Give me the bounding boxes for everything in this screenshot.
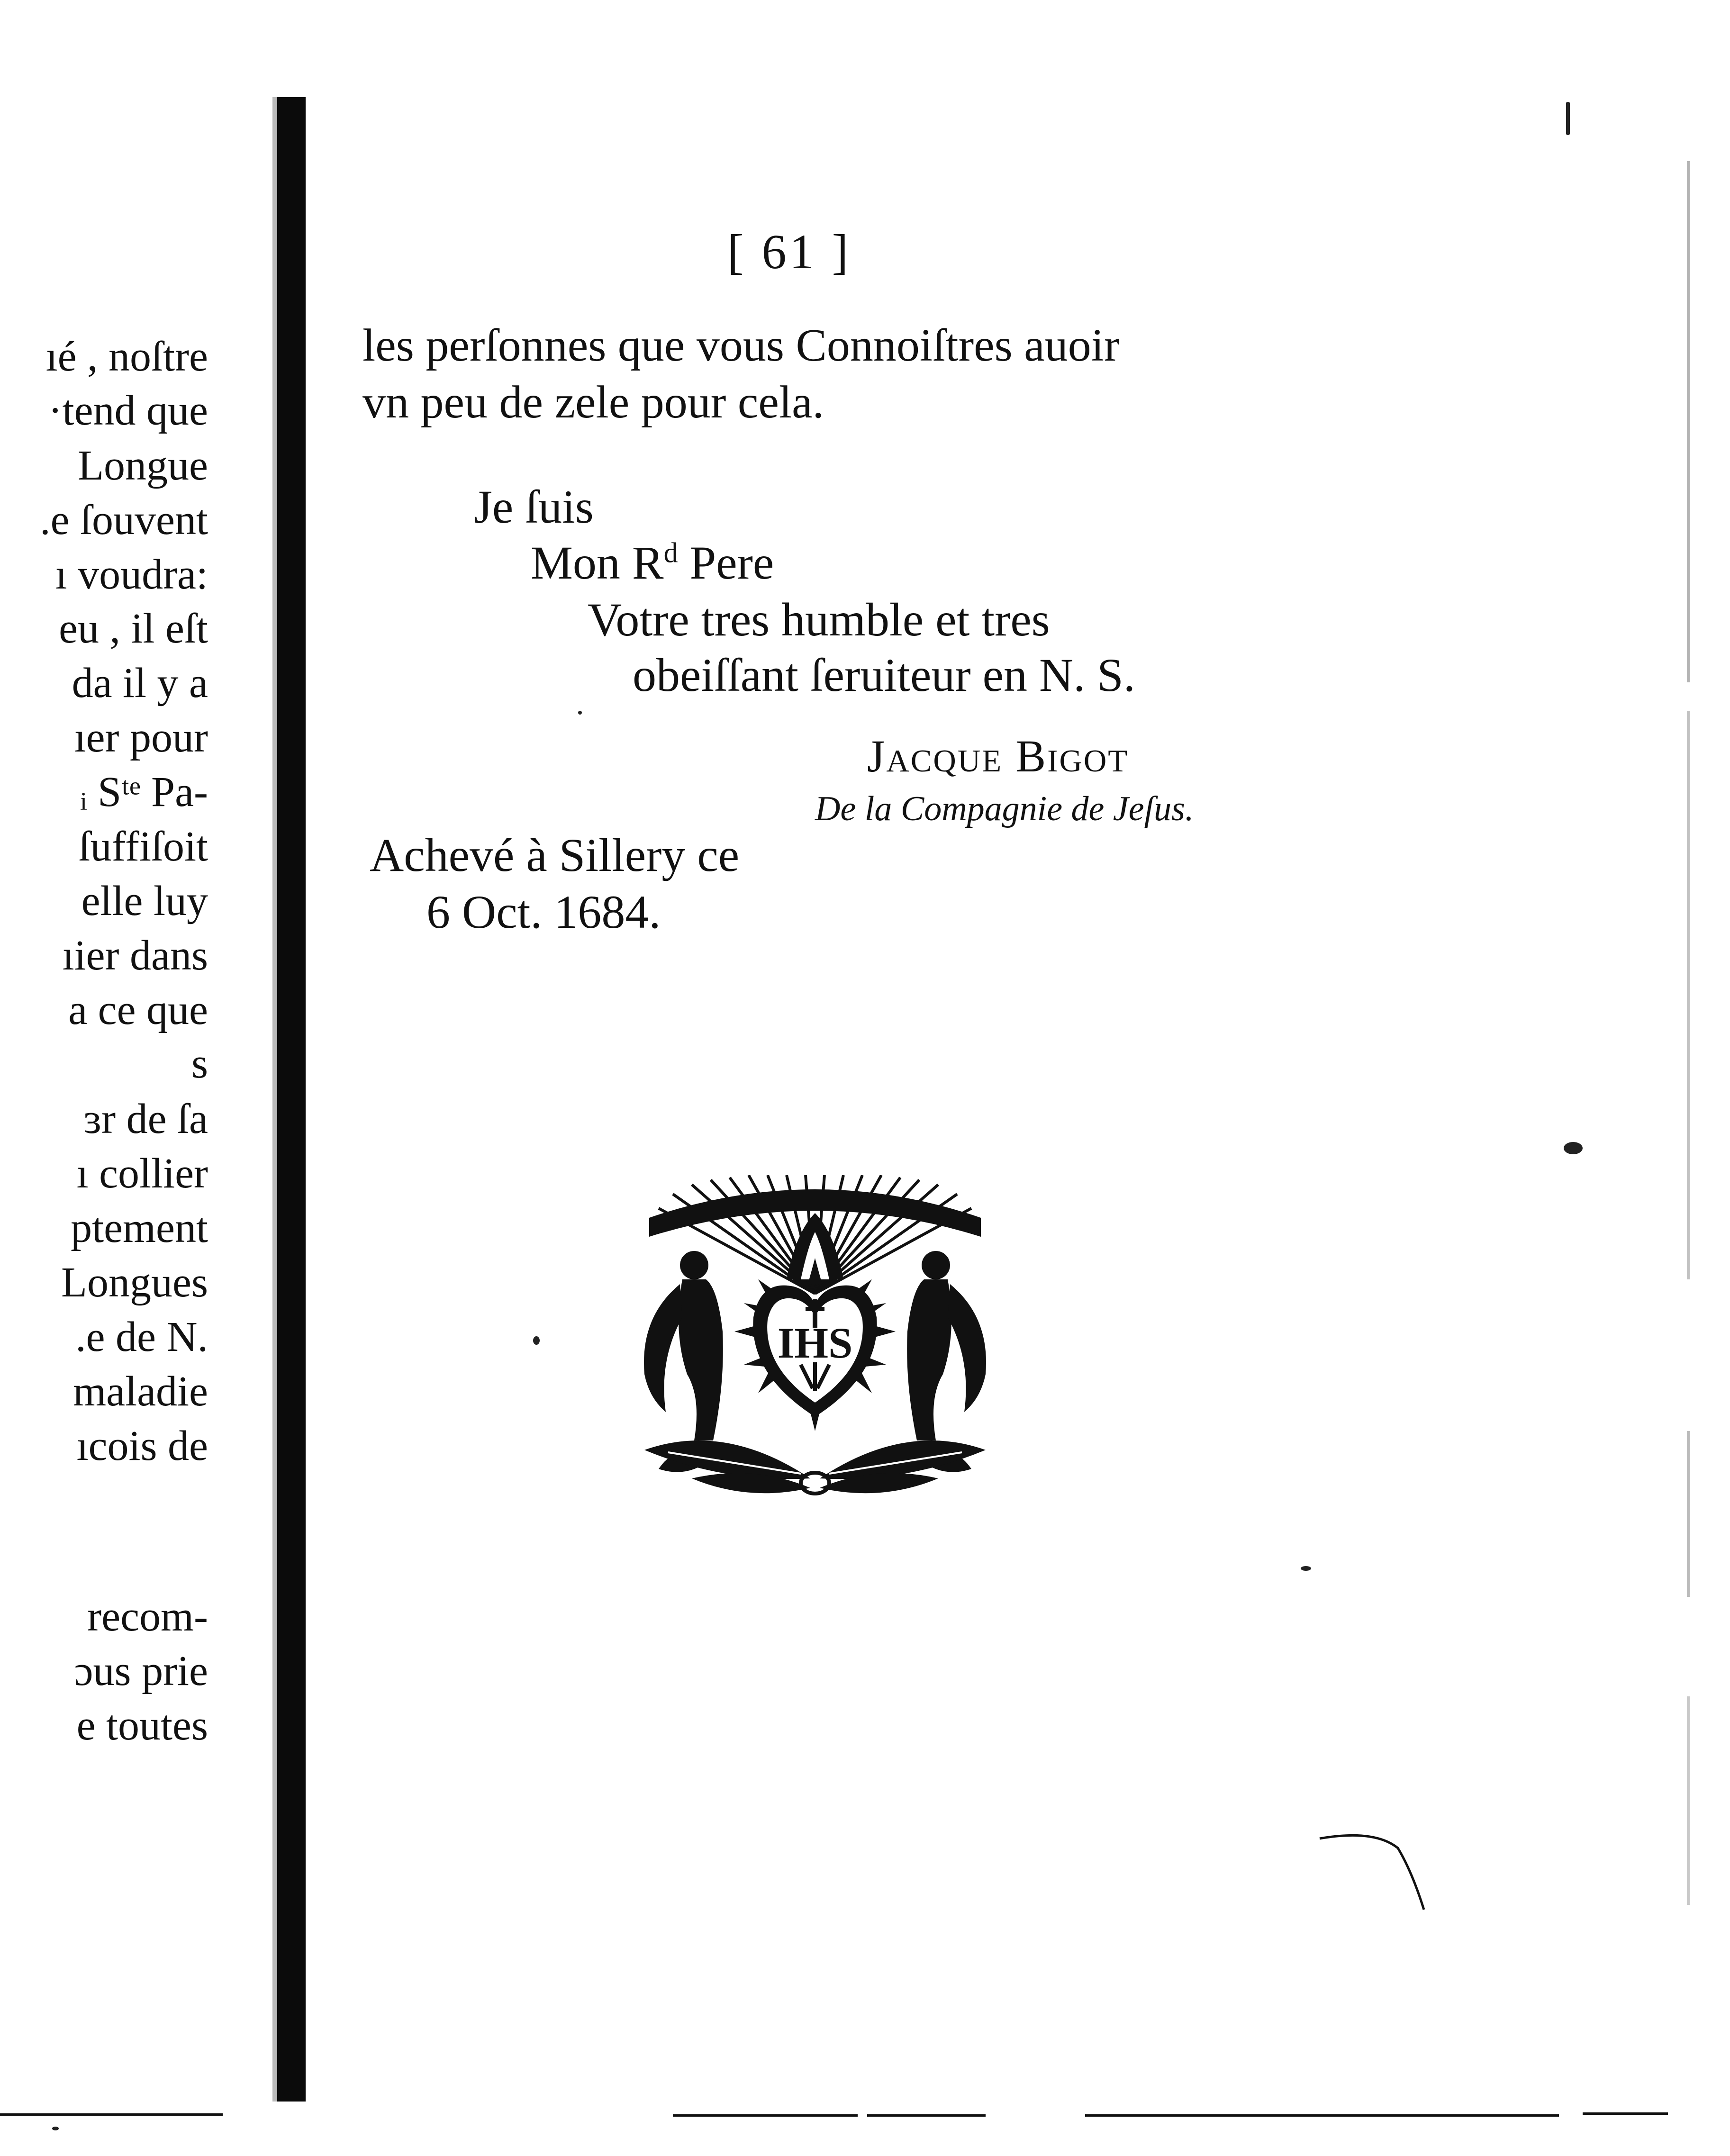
left-page-line: eu , il eſt [59, 605, 208, 652]
left-page-line: Longues [61, 1259, 208, 1306]
left-page-line: Longue [78, 442, 208, 489]
scan-scratch-mark [1317, 1829, 1426, 1914]
ihs-emblem [630, 1175, 1000, 1507]
left-page-line: elle luy [81, 878, 208, 924]
emblem-monogram: IHS [777, 1319, 853, 1367]
left-page-line: ptement [71, 1205, 208, 1251]
left-page-line: ɜr de ſa [83, 1096, 208, 1142]
bottom-edge-rule [673, 2114, 858, 2117]
left-page-line: ɔus prie [74, 1648, 208, 1694]
signature-affiliation: De la Compagnie de Jeſus. [815, 789, 1194, 828]
scan-speck [533, 1336, 540, 1345]
left-page-line: ıer pour [74, 714, 208, 761]
closing-line: obeiſſant ſeruiteur en N. S. [633, 649, 1135, 701]
scan-speck [578, 711, 582, 715]
scan-speck [1566, 102, 1570, 135]
closing-line: Je ſuis [474, 480, 594, 533]
scan-speck [52, 2127, 59, 2130]
page-edge-noise [1687, 1431, 1690, 1597]
closing-line [531, 536, 774, 589]
page-gutter-spine [277, 97, 306, 2102]
bottom-edge-rule [867, 2114, 986, 2117]
left-page-line: ıé , noſtre [45, 333, 208, 380]
left-page-line: maladie [73, 1368, 208, 1415]
bottom-edge-rule [0, 2113, 223, 2116]
gutter-shadow [272, 97, 277, 2102]
closing-line: Votre tres humble et tres [588, 593, 1050, 646]
completion-line: 6 Oct. 1684. [426, 886, 661, 938]
closing-superscript: d [663, 537, 678, 569]
completion-line: Achevé à Sillery ce [370, 829, 740, 881]
left-page-line: ıcois de [76, 1422, 208, 1469]
left-page-line: .e ſouvent [40, 497, 208, 544]
page-edge-noise [1687, 1696, 1690, 1905]
left-page-line: da il y a [72, 660, 208, 707]
left-page-line: ıier dans [62, 932, 208, 979]
page-edge-noise [1687, 161, 1690, 682]
bottom-edge-rule [1085, 2114, 1559, 2117]
body-line: les perſonnes que vous Connoiſtres auoir [362, 320, 1120, 371]
left-page-line: ᵢ Sᵗᵉ Pa- [80, 769, 208, 815]
left-page-line: a ce que [68, 987, 208, 1033]
page-edge-noise [1687, 711, 1690, 1279]
page-number: [ 61 ] [727, 225, 851, 279]
left-page-line: ·tend que [48, 387, 208, 434]
scan-speck [1564, 1142, 1583, 1154]
left-page-line: ı voudra: [55, 551, 208, 598]
left-page-line: s [191, 1040, 208, 1087]
left-page-line: ı collier [76, 1150, 208, 1197]
scan-speck [1301, 1566, 1311, 1571]
bottom-edge-rule [1583, 2112, 1668, 2115]
closing-text: Mon R [531, 536, 664, 589]
sacred-heart-emblem-icon [630, 1175, 1000, 1507]
left-page-line: e toutes [76, 1702, 208, 1749]
left-page-line: .e de N. [75, 1314, 208, 1360]
closing-text: Pere [678, 536, 774, 589]
left-page-line: recom- [87, 1593, 208, 1640]
body-line: vn peu de zele pour cela. [362, 377, 824, 428]
left-page-line: ſuffiſoit [78, 823, 208, 870]
signature-name: Jacque Bigot [867, 731, 1129, 781]
